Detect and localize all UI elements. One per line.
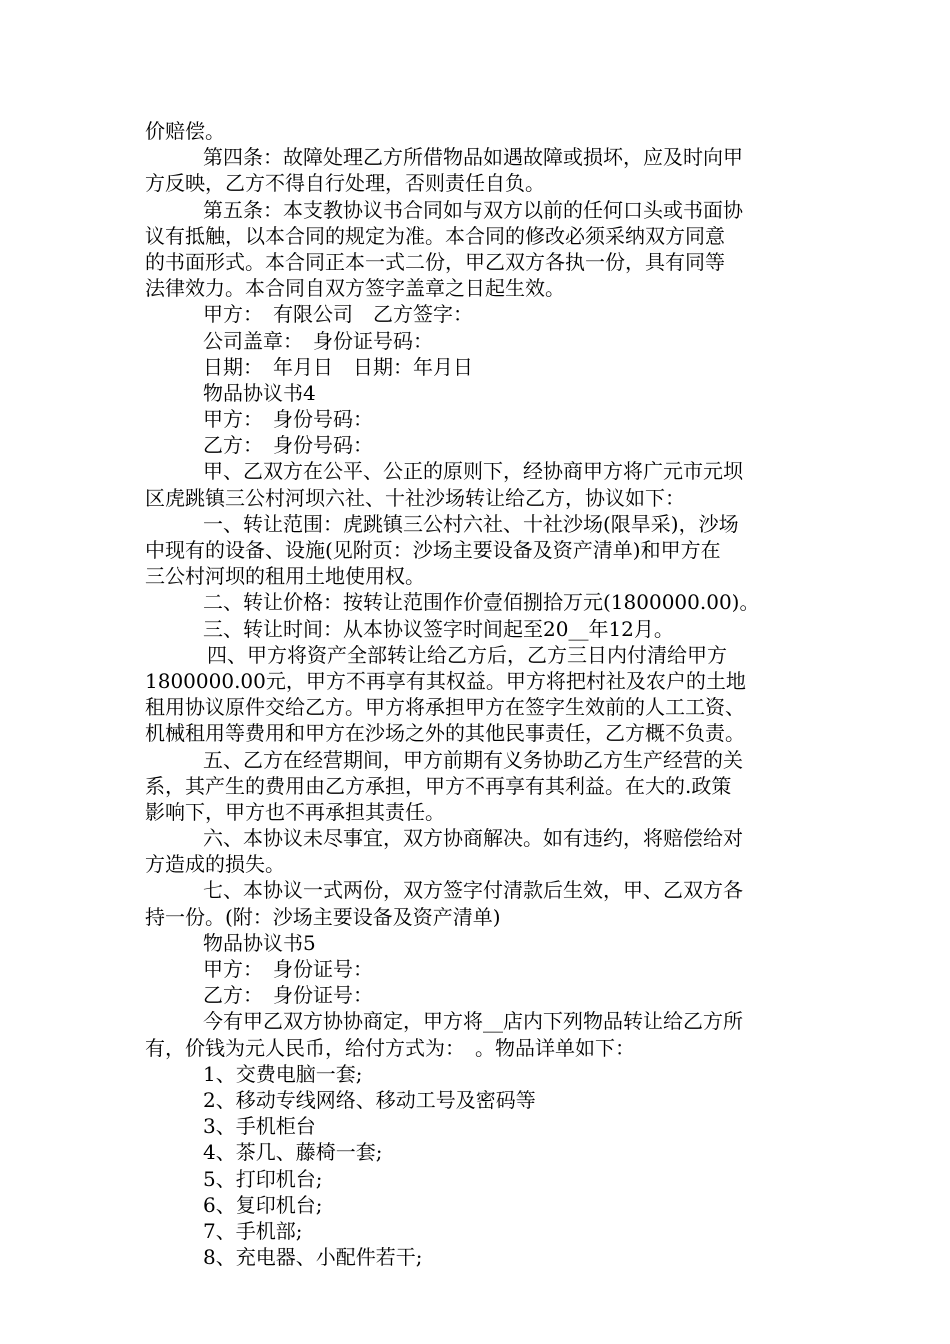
text-line: 乙方： 身份号码： [203, 433, 373, 458]
text-line: 影响下，甲方也不再承担其责任。 [145, 799, 445, 824]
text-line: 的书面形式。本合同正本一式二份，甲乙双方各执一份，具有同等 [145, 249, 725, 274]
text-line: 4、茶几、藤椅一套; [203, 1140, 383, 1165]
text-line: 6、复印机台; [203, 1192, 323, 1217]
text-line: 法律效力。本合同自双方签字盖章之日起生效。 [145, 276, 565, 301]
document-body [145, 118, 810, 1270]
text-line: 议有抵触，以本合同的规定为准。本合同的修改必须采纳双方同意 [145, 223, 725, 248]
text-line: 持一份。(附：沙场主要设备及资产清单) [145, 904, 501, 929]
text-line: 六、本协议未尽事宜，双方协商解决。如有违约，将赔偿给对 [203, 826, 743, 851]
text-line: 系，其产生的费用由乙方承担，甲方不再享有其利益。在大的.政策 [145, 773, 732, 798]
text-line: 物品协议书5 [203, 930, 316, 955]
text-line: 1、交费电脑一套; [203, 1061, 363, 1086]
text-line: 8、充电器、小配件若干; [203, 1245, 423, 1270]
text-line: 甲方： 身份证号： [203, 957, 373, 981]
text-line: 价赔偿。 [145, 119, 225, 143]
text-line: 公司盖章： 身份证号码： [203, 328, 433, 353]
text-line: 第四条：故障处理乙方所借物品如遇故障或损坏，应及时向甲 [203, 145, 743, 170]
text-line: 甲方： 身份号码： [203, 407, 373, 432]
text-line: 7、手机部; [203, 1218, 303, 1243]
text-line: 一、转让范围：虎跳镇三公村六社、十社沙场(限旱采)，沙场 [203, 511, 739, 536]
text-line: 1800000.00元，甲方不再享有其权益。甲方将把村社及农户的土地 [145, 668, 746, 693]
text-line: 2、移动专线网络、移动工号及密码等 [203, 1087, 536, 1112]
text-line: 有，价钱为元人民币，给付方式为： 。物品详单如下： [145, 1035, 635, 1060]
text-line: 四、甲方将资产全部转让给乙方后，乙方三日内付清给甲方 [207, 642, 727, 667]
text-line: 物品协议书4 [203, 380, 316, 405]
text-line: 中现有的设备、设施(见附页：沙场主要设备及资产清单)和甲方在 [145, 538, 721, 562]
text-line: 租用协议原件交给乙方。甲方将承担甲方在签字生效前的人工工资、 [145, 695, 745, 720]
text-line: 甲方： 有限公司 乙方签字： [203, 302, 473, 327]
text-line: 今有甲乙双方协协商定，甲方将__店内下列物品转让给乙方所 [203, 1009, 743, 1034]
text-line: 五、乙方在经营期间，甲方前期有义务协助乙方生产经营的关 [203, 747, 743, 772]
text-line: 三公村河坝的租用土地使用权。 [145, 564, 425, 589]
text-line: 二、转让价格：按转让范围作价壹佰捌拾万元(1800000.00)。 [203, 590, 760, 615]
text-line: 三、转让时间：从本协议签字时间起至20__年12月。 [203, 616, 674, 641]
text-line: 乙方： 身份证号： [203, 983, 373, 1008]
text-line: 甲、乙双方在公平、公正的原则下，经协商甲方将广元市元坝 [203, 459, 743, 484]
text-line: 区虎跳镇三公村河坝六社、十社沙场转让给乙方，协议如下： [145, 485, 685, 510]
text-line: 3、手机柜台 [203, 1114, 316, 1139]
text-line: 日期： 年月日 日期：年月日 [203, 354, 473, 379]
text-line: 5、打印机台; [203, 1166, 323, 1191]
text-line: 机械租用等费用和甲方在沙场之外的其他民事责任，乙方概不负责。 [145, 721, 745, 746]
text-line: 方造成的损失。 [145, 852, 285, 877]
text-line: 七、本协议一式两份，双方签字付清款后生效，甲、乙双方各 [203, 878, 743, 903]
text-line: 第五条：本支教协议书合同如与双方以前的任何口头或书面协 [203, 197, 743, 222]
text-line: 方反映，乙方不得自行处理，否则责任自负。 [145, 171, 545, 196]
